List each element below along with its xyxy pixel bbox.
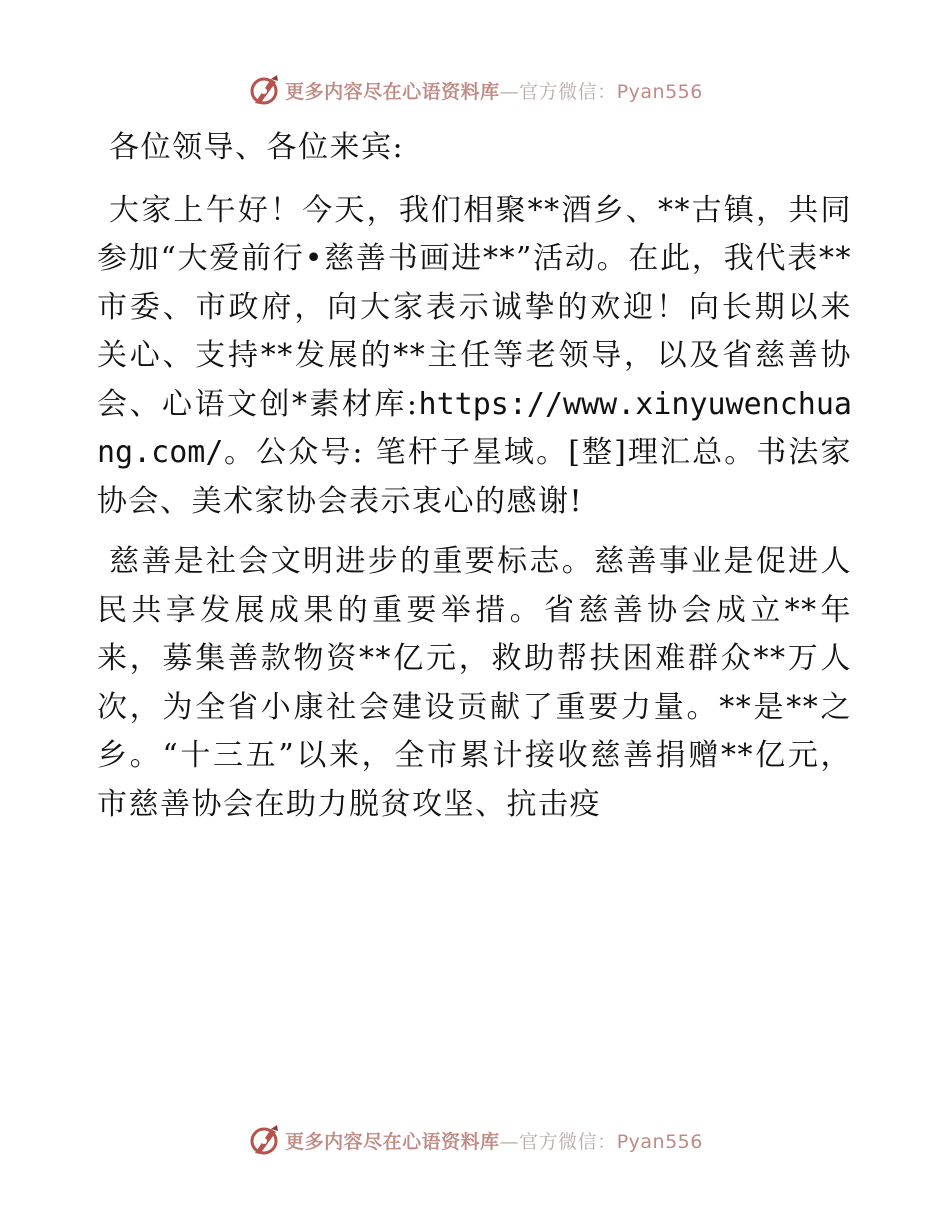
paragraph-welcome-tail: 。公众号: 笔杆子星域。[整]理汇总。书法家协会、美术家协会表示衷心的感谢! (97, 435, 852, 519)
footer-watermark (0, 1120, 950, 1160)
watermark-text (285, 1127, 703, 1154)
salutation: 各位领导、各位来宾: (109, 130, 405, 165)
quill-pen-logo-icon (247, 1123, 281, 1157)
watermark-text (285, 77, 703, 104)
quill-pen-logo-icon (247, 73, 281, 107)
paragraph-welcome (97, 187, 852, 527)
document-body (97, 124, 852, 841)
watermark-wechat-id: Pyan556 (616, 80, 703, 103)
header-watermark (0, 70, 950, 110)
watermark-dash: — (499, 1130, 520, 1153)
watermark-brand: 更多内容尽在心语资料库 (285, 80, 500, 103)
watermark-wechat-label: 官方微信： (519, 1130, 617, 1153)
watermark-wechat-id: Pyan556 (616, 1130, 703, 1153)
paragraph-charity: 慈善是社会文明进步的重要标志。慈善事业是促进人民共享发展成果的重要举措。省慈善协会成立**年来，募集善款物资**亿元，救助帮扶困难群众**万人次，为全省小康社会建设贡献了重要力量。**是**之乡。“十三五”以来，全市累计接收慈善捐赠**亿元，市慈善协会在助力脱贫攻坚、抗击疫 (97, 544, 852, 822)
watermark-wechat-label: 官方微信： (519, 80, 617, 103)
paragraph-welcome-text: 大家上午好！今天，我们相聚**酒乡、**古镇，共同参加“大爱前行•慈善书画进**”活动。在此，我代表**市委、市政府，向大家表示诚挚的欢迎！向长期以来关心、支持**发展的**主任等老领导，以及省慈善协会、心语文创*素材库: (97, 192, 852, 422)
watermark-dash: — (499, 80, 520, 103)
website-url: https://www.xinyuwenchuang.com/ (97, 386, 852, 470)
watermark-brand: 更多内容尽在心语资料库 (285, 1130, 500, 1153)
